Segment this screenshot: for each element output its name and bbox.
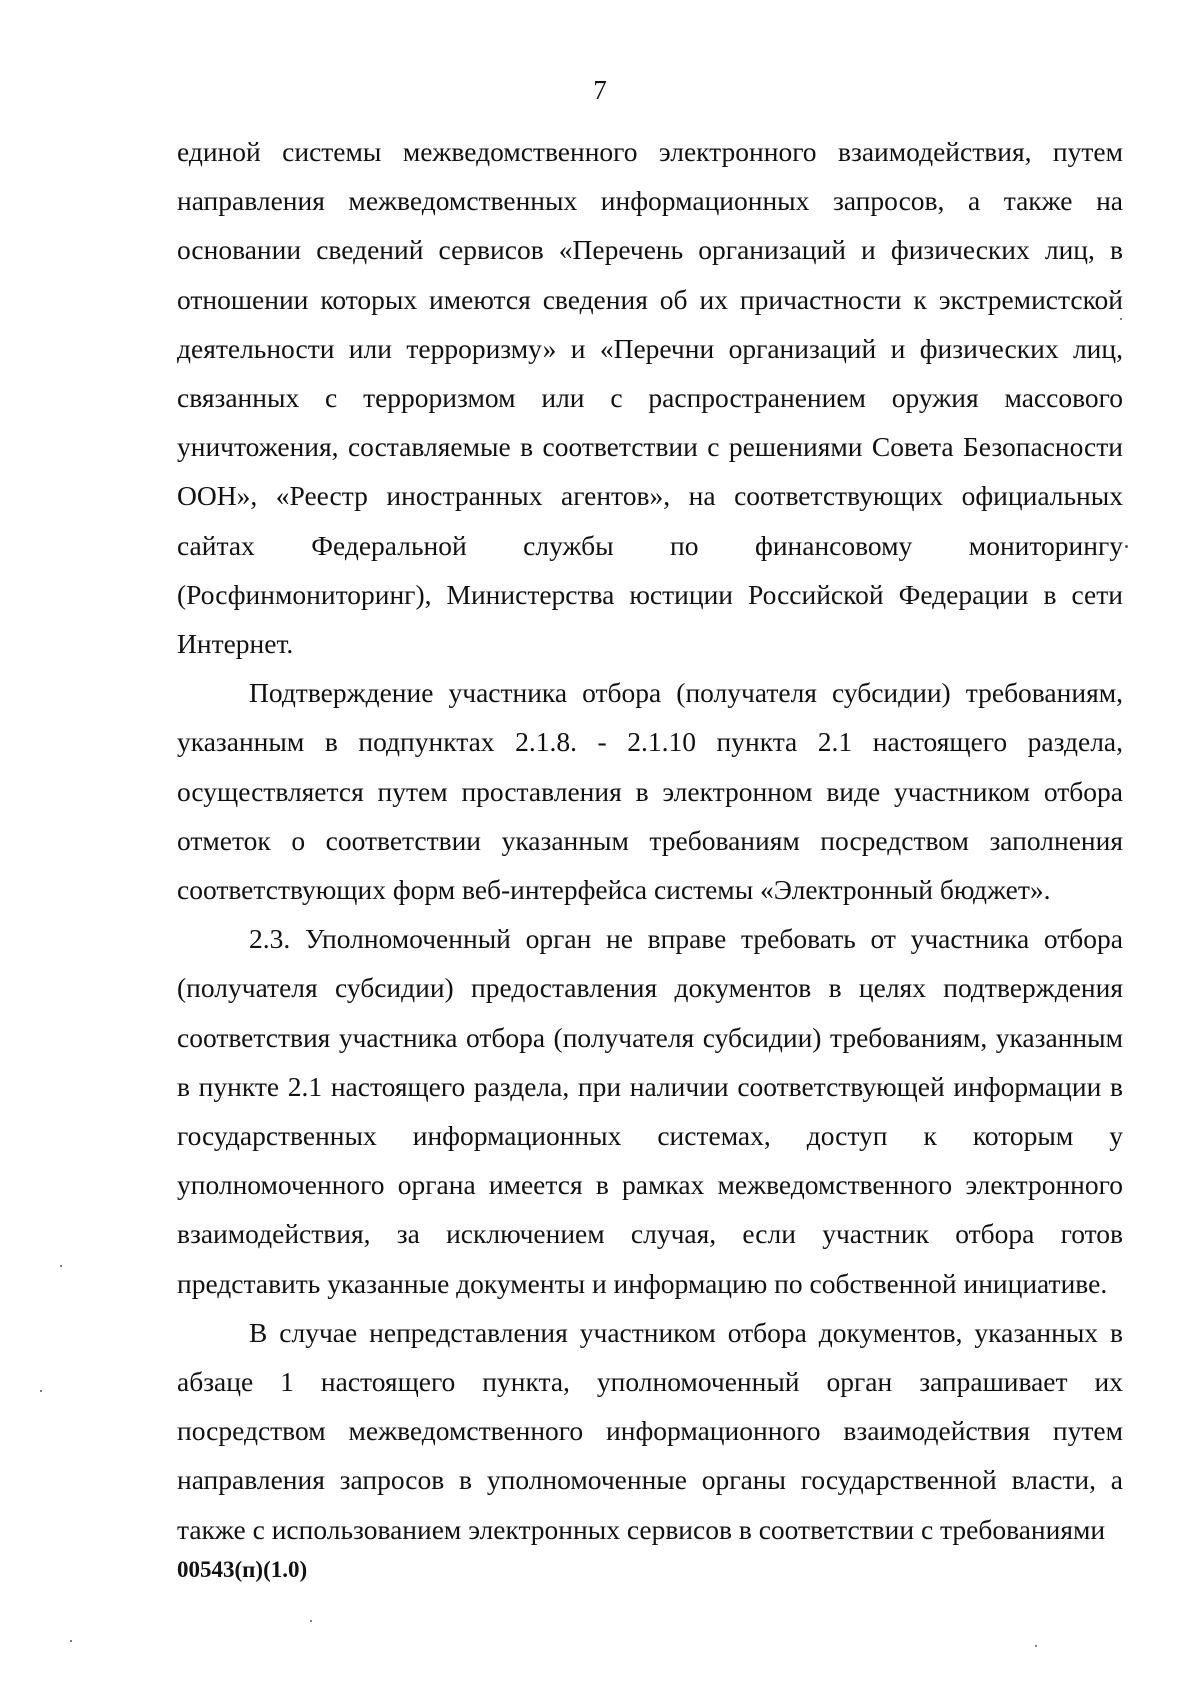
scan-speck: [70, 1640, 72, 1642]
paragraph-continuation: единой системы межведомственного электронного взаимодействия, путем направления межведомственных информационных запросов, а также на основании сведений сервисов «Перечень организаций и физических лиц, в отношении которых имеются сведения об их причастности к экстремистской деятельности или терроризму» и «Перечни организаций и физических лиц, связанных с терроризмом или с распространением оружия массового уничтожения, составляемые в соответствии с решениями Совета Безопасности ООН», «Реестр иностранных агентов», на соответствующих официальных сайтах Федеральной службы по финансовому мониторингу (Росфинмониторинг), Министерства юстиции Российской Федерации в сети Интернет.: [177, 136, 1123, 660]
paragraph-confirmation: Подтверждение участника отбора (получателя субсидии) требованиям, указанным в подпунктах 2.1.8. - 2.1.10 пункта 2.1 настоящего раздела, осуществляется путем проставления в электронном виде участником отбора отметок о соответствии указанным требованиям посредством заполнения соответствующих форм веб-интерфейса системы «Электронный бюджет».: [177, 677, 1123, 906]
scan-speck: [40, 1390, 42, 1392]
paragraph-non-submission: В случае непредставления участником отбора документов, указанных в абзаце 1 настоящего пункта, уполномоченный орган запрашивает их посредством межведомственного информационного взаимодействия путем направления запросов в уполномоченные органы государственной власти, а также с использованием электронных сервисов в соответствии с требованиями: [177, 1316, 1123, 1545]
scan-speck: [310, 1620, 312, 1622]
paragraph-2-3: 2.3. Уполномоченный орган не вправе требовать от участника отбора (получателя субсидии) предоставления документов в целях подтверждения соответствия участника отбора (получателя субсидии) требованиям, указанным в пункте 2.1 настоящего раздела, при наличии соответствующей информации в государственных информационных системах, доступ к которым у уполномоченного органа имеется в рамках межведомственного электронного взаимодействия, за исключением случая, если участник отбора готов представить указанные документы и информацию по собственной инициативе.: [177, 923, 1123, 1299]
scan-speck: [1120, 318, 1122, 320]
page-number: 7: [593, 75, 607, 105]
document-code: 00543(п)(1.0): [177, 1557, 308, 1582]
scan-speck: [1125, 545, 1128, 548]
scan-speck: [1035, 1645, 1037, 1647]
scan-speck: [60, 1265, 62, 1267]
body-text: [177, 127, 1123, 1554]
